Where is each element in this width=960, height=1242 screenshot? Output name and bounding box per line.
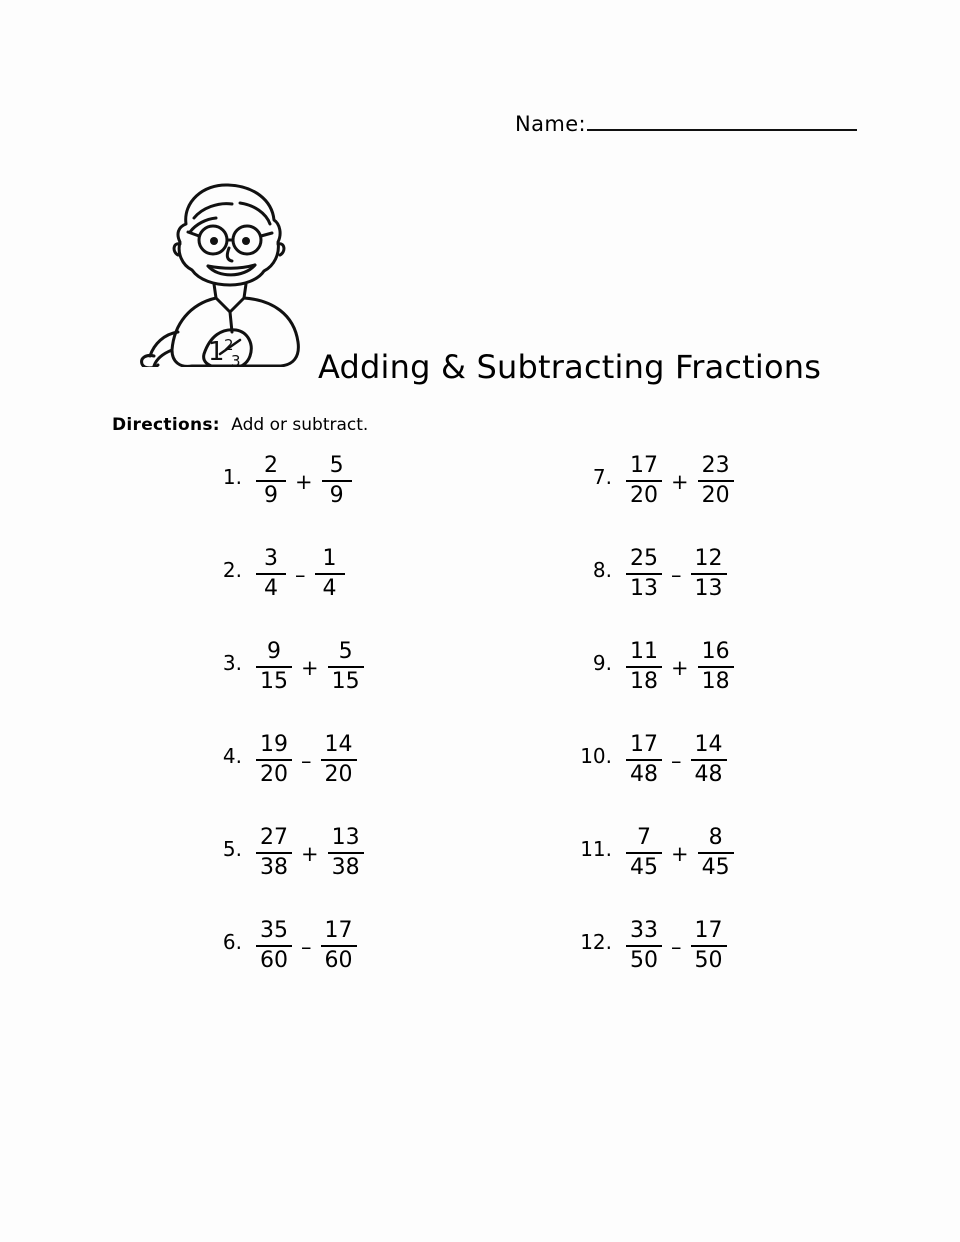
problem-item bbox=[200, 920, 530, 1013]
fraction-left bbox=[626, 548, 662, 600]
problem-number: 8. bbox=[592, 558, 612, 582]
problem-item bbox=[200, 827, 530, 920]
numerator: 2 bbox=[264, 453, 278, 478]
problem-expression bbox=[256, 827, 364, 879]
numerator: 17 bbox=[630, 732, 658, 757]
problem-number: 4. bbox=[222, 744, 242, 768]
fraction-left bbox=[626, 734, 662, 786]
numerator: 23 bbox=[701, 453, 730, 478]
fraction-right bbox=[698, 455, 734, 507]
directions-label: Directions: bbox=[112, 415, 220, 435]
problem-item bbox=[570, 920, 900, 1013]
problem-number: 1. bbox=[222, 465, 242, 489]
numerator: 17 bbox=[694, 918, 723, 943]
numerator: 3 bbox=[264, 546, 278, 571]
problem-expression bbox=[256, 641, 364, 693]
denominator: 20 bbox=[260, 762, 288, 787]
problem-expression bbox=[256, 455, 352, 507]
numerator: 14 bbox=[324, 732, 353, 757]
fraction-right bbox=[321, 734, 357, 786]
operator: – bbox=[295, 563, 306, 587]
denominator: 20 bbox=[324, 762, 353, 787]
denominator: 45 bbox=[630, 855, 658, 880]
operator: – bbox=[671, 563, 682, 587]
numerator: 1 bbox=[322, 546, 337, 571]
problem-number: 5. bbox=[222, 837, 242, 861]
fraction-right bbox=[691, 920, 727, 972]
operator: – bbox=[301, 749, 312, 773]
problem-item bbox=[200, 548, 530, 641]
operator: + bbox=[301, 656, 319, 680]
problem-expression bbox=[256, 920, 357, 972]
operator: + bbox=[295, 470, 313, 494]
problem-expression bbox=[626, 641, 734, 693]
denominator: 18 bbox=[701, 669, 730, 694]
fraction-left bbox=[256, 548, 286, 600]
problem-number: 2. bbox=[222, 558, 242, 582]
operator: + bbox=[671, 656, 689, 680]
name-field-row bbox=[515, 112, 857, 136]
problem-item bbox=[200, 455, 530, 548]
page-title: Adding & Subtracting Fractions bbox=[318, 348, 822, 386]
problem-item bbox=[200, 641, 530, 734]
operator: + bbox=[671, 470, 689, 494]
denominator: 48 bbox=[694, 762, 723, 787]
denominator: 38 bbox=[260, 855, 288, 880]
problem-number: 9. bbox=[592, 651, 612, 675]
fraction-left bbox=[256, 827, 292, 879]
problem-expression bbox=[626, 827, 734, 879]
operator: – bbox=[671, 749, 682, 773]
denominator: 9 bbox=[264, 483, 278, 508]
fraction-left bbox=[256, 920, 292, 972]
fraction-right bbox=[328, 641, 364, 693]
numerator: 16 bbox=[701, 639, 730, 664]
numerator: 5 bbox=[338, 639, 353, 664]
fraction-right bbox=[328, 827, 364, 879]
svg-text:2: 2 bbox=[224, 336, 234, 354]
numerator: 35 bbox=[260, 918, 288, 943]
problem-expression bbox=[626, 734, 727, 786]
numerator: 14 bbox=[694, 732, 723, 757]
numerator: 25 bbox=[630, 546, 658, 571]
problem-expression bbox=[626, 548, 727, 600]
fraction-left bbox=[256, 641, 292, 693]
cartoon-student-icon bbox=[128, 172, 328, 367]
operator: – bbox=[671, 935, 682, 959]
problem-expression bbox=[626, 455, 734, 507]
fraction-left bbox=[626, 920, 662, 972]
fraction-left bbox=[256, 734, 292, 786]
denominator: 60 bbox=[260, 948, 288, 973]
fraction-left bbox=[626, 455, 662, 507]
numerator: 19 bbox=[260, 732, 288, 757]
svg-text:1: 1 bbox=[208, 337, 225, 367]
directions bbox=[112, 415, 368, 435]
numerator: 12 bbox=[694, 546, 723, 571]
problem-number: 10. bbox=[580, 744, 612, 768]
numerator: 13 bbox=[331, 825, 360, 850]
fraction-right bbox=[691, 548, 727, 600]
numerator: 27 bbox=[260, 825, 288, 850]
denominator: 48 bbox=[630, 762, 658, 787]
denominator: 13 bbox=[630, 576, 658, 601]
fraction-left bbox=[626, 641, 662, 693]
fraction-right bbox=[698, 641, 734, 693]
name-input-blank[interactable] bbox=[587, 112, 857, 131]
problem-column-left bbox=[200, 455, 530, 1013]
denominator: 20 bbox=[630, 483, 658, 508]
problem-number: 6. bbox=[222, 930, 242, 954]
svg-text:3: 3 bbox=[231, 352, 241, 367]
problem-item bbox=[570, 548, 900, 641]
problem-expression bbox=[256, 734, 357, 786]
problem-item bbox=[200, 734, 530, 827]
numerator: 33 bbox=[630, 918, 658, 943]
numerator: 11 bbox=[630, 639, 658, 664]
problem-item bbox=[570, 641, 900, 734]
numerator: 8 bbox=[708, 825, 723, 850]
numerator: 7 bbox=[637, 825, 651, 850]
denominator: 50 bbox=[694, 948, 723, 973]
problem-item bbox=[570, 827, 900, 920]
numerator: 17 bbox=[324, 918, 353, 943]
problem-item bbox=[570, 455, 900, 548]
denominator: 45 bbox=[701, 855, 730, 880]
denominator: 4 bbox=[322, 576, 337, 601]
numerator: 9 bbox=[267, 639, 281, 664]
fraction-left bbox=[626, 827, 662, 879]
problem-number: 3. bbox=[222, 651, 242, 675]
operator: + bbox=[671, 842, 689, 866]
denominator: 9 bbox=[329, 483, 344, 508]
denominator: 50 bbox=[630, 948, 658, 973]
denominator: 18 bbox=[630, 669, 658, 694]
problem-expression bbox=[626, 920, 727, 972]
denominator: 15 bbox=[331, 669, 360, 694]
denominator: 60 bbox=[324, 948, 353, 973]
fraction-right bbox=[691, 734, 727, 786]
problem-number: 12. bbox=[580, 930, 612, 954]
fraction-left bbox=[256, 455, 286, 507]
fraction-right bbox=[322, 455, 352, 507]
denominator: 13 bbox=[694, 576, 723, 601]
fraction-right bbox=[321, 920, 357, 972]
denominator: 4 bbox=[264, 576, 278, 601]
problem-item bbox=[570, 734, 900, 827]
directions-text: Add or subtract. bbox=[231, 415, 369, 435]
denominator: 20 bbox=[701, 483, 730, 508]
operator: + bbox=[301, 842, 319, 866]
name-label: Name: bbox=[515, 112, 587, 136]
problem-number: 11. bbox=[580, 837, 612, 861]
denominator: 15 bbox=[260, 669, 288, 694]
fraction-right bbox=[315, 548, 345, 600]
problem-expression bbox=[256, 548, 345, 600]
denominator: 38 bbox=[331, 855, 360, 880]
problem-number: 7. bbox=[592, 465, 612, 489]
problem-column-right bbox=[570, 455, 900, 1013]
numerator: 17 bbox=[630, 453, 658, 478]
operator: – bbox=[301, 935, 312, 959]
numerator: 5 bbox=[329, 453, 344, 478]
fraction-right bbox=[698, 827, 734, 879]
